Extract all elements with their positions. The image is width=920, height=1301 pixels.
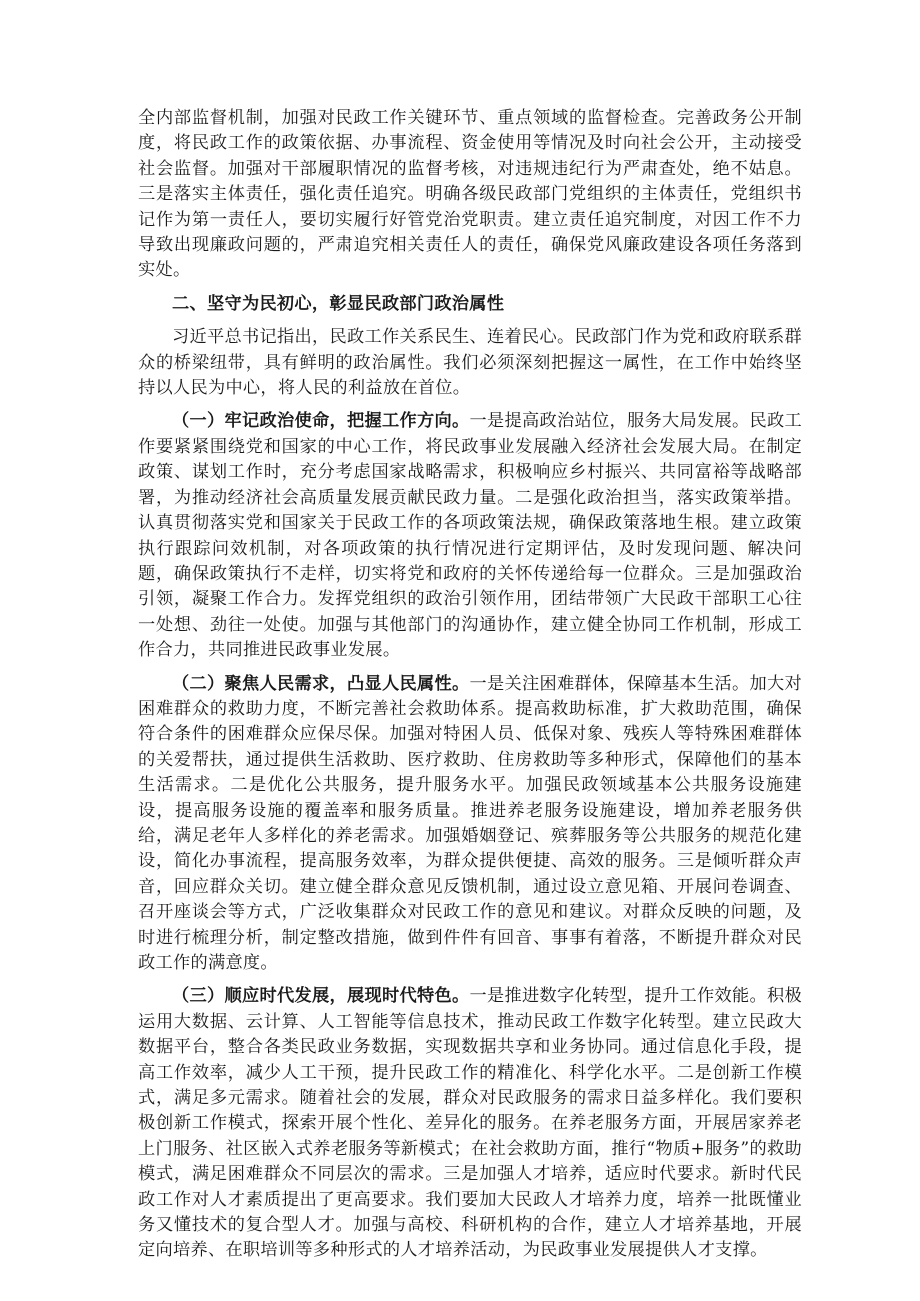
- paragraph-supervision-continued: 全内部监督机制，加强对民政工作关键环节、重点领域的监督检查。完善政务公开制度，将民政工作的政策依据、办事流程、资金使用等情况及时向社会公开，主动接受社会监督。加强对干部履职情况的监督考核，对违规违纪行为严肃查处，绝不姑息。三是落实主体责任，强化责任追究。明确各级民政部门党组织的主体责任，党组织书记作为第一责任人，要切实履行好管党治党职责。建立责任追究制度，对因工作不力导致出现廉政问题的，严肃追究相关责任人的责任，确保党风廉政建设各项任务落到实处。: [138, 108, 802, 281]
- subsection-3-body: 一是推进数字化转型，提升工作效能。积极运用大数据、云计算、人工智能等信息技术，推动民政工作数字化转型。建立民政大数据平台，整合各类民政业务数据，实现数据共享和业务协同。通过信息化手段，提高工作效率，减少人工干预，提升民政工作的精准化、科学化水平。二是创新工作模式，满足多元需求。随着社会的发展，群众对民政服务的需求日益多样化。我们要积极创新工作模式，探索开展个性化、差异化的服务。在养老服务方面，开展居家养老上门服务、社区嵌入式养老服务等新模式；在社会救助方面，推行“物质+服务”的救助模式，满足困难群众不同层次的需求。三是加强人才培养，适应时代要求。新时代民政工作对人才素质提出了更高要求。我们要加大民政人才培养力度，培养一批既懂业务又懂技术的复合型人才。加强与高校、科研机构的合作，建立人才培养基地，开展定向培养、在职培训等多种形式的人才培养活动，为民政事业发展提供人才支撑。: [138, 986, 803, 1261]
- document-page: [138, 106, 802, 1272]
- section-heading-2: 二、坚守为民初心，彰显民政部门政治属性: [172, 293, 505, 314]
- subsection-3: [138, 984, 802, 1263]
- subsection-2-body: 一是关注困难群体，保障基本生活。加大对困难群众的救助力度，不断完善社会救助体系。提高救助标准，扩大救助范围，确保符合条件的困难群众应保尽保。加强对特困人员、低保对象、残疾人等特殊困难群体的关爱帮扶，通过提供生活救助、医疗救助、住房救助等多种形式，保障他们的基本生活需求。二是优化公共服务，提升服务水平。加强民政领域基本公共服务设施建设，提高服务设施的覆盖率和服务质量。推进养老服务设施建设，增加养老服务供给，满足老年人多样化的养老需求。加强婚姻登记、殡葬服务等公共服务的规范化建设，简化办事流程，提高服务效率，为群众提供便捷、高效的服务。三是倾听群众声音，回应群众关切。建立健全群众意见反馈机制，通过设立意见箱、开展问卷调查、召开座谈会等方式，广泛收集群众对民政工作的意见和建议。对群众反映的问题，及时进行梳理分析，制定整改措施，做到件件有回音、事事有着落，不断提升群众对民政工作的满意度。: [138, 673, 803, 973]
- paragraph-intro: 习近平总书记指出，民政工作关系民生、连着民心。民政部门作为党和政府联系群众的桥梁纽带，具有鲜明的政治属性。我们必须深刻把握这一属性，在工作中始终坚持以人民为中心，将人民的利益放在首位。: [138, 327, 802, 399]
- subsection-1: [138, 409, 802, 663]
- subsection-2-title: （二）聚焦人民需求，凸显人民属性。: [172, 673, 470, 694]
- subsection-1-title: （一）牢记政治使命，把握工作方向。: [172, 411, 470, 432]
- subsection-2: [138, 672, 802, 977]
- subsection-3-title: （三）顺应时代发展，展现时代特色。: [172, 986, 470, 1007]
- subsection-1-body: 一是提高政治站位，服务大局发展。民政工作要紧紧围绕党和国家的中心工作，将民政事业发展融入经济社会发展大局。在制定政策、谋划工作时，充分考虑国家战略需求，积极响应乡村振兴、共同富裕等战略部署，为推动经济社会高质量发展贡献民政力量。二是强化政治担当，落实政策举措。认真贯彻落实党和国家关于民政工作的各项政策法规，确保政策落地生根。建立政策执行跟踪问效机制，对各项政策的执行情况进行定期评估，及时发现问题、解决问题，确保政策执行不走样，切实将党和政府的关怀传递给每一位群众。三是加强政治引领，凝聚工作合力。发挥党组织的政治引领作用，团结带领广大民政干部职工心往一处想、劲往一处使。加强与其他部门的沟通协作，建立健全协同工作机制，形成工作合力，共同推进民政事业发展。: [138, 411, 803, 661]
